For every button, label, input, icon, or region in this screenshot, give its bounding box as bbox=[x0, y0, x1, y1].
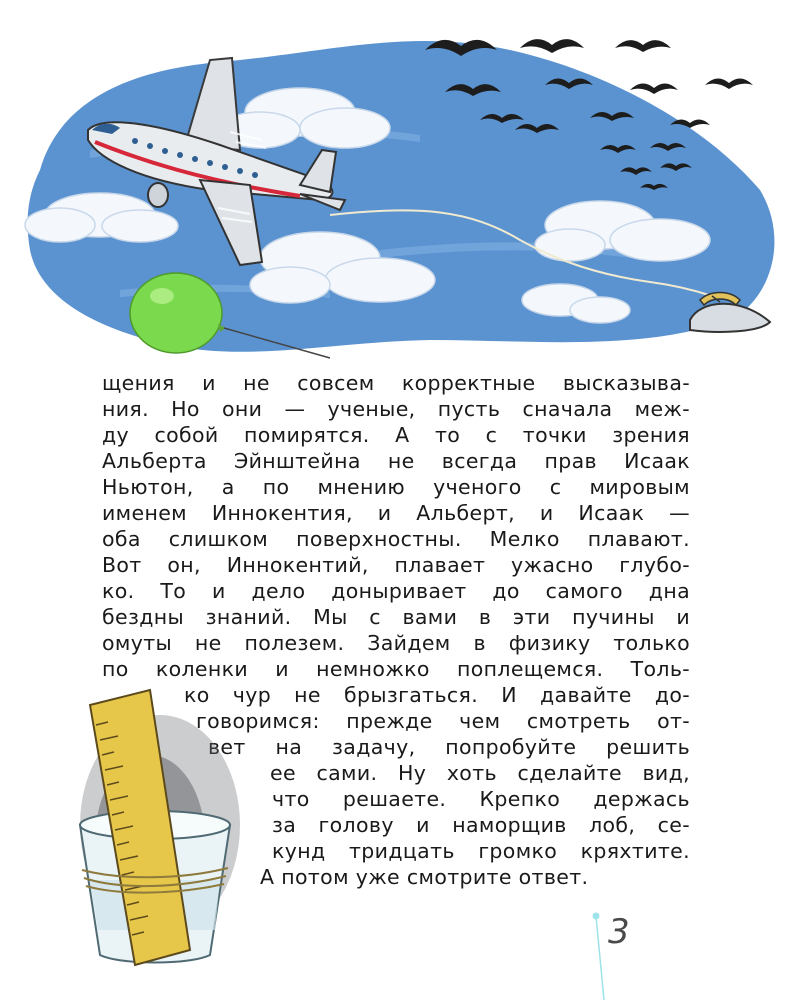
text-line: оба слишком поверхностны. Мелко плавают. bbox=[102, 527, 690, 551]
text-line: Альберта Эйнштейна не всегда прав Исаак bbox=[102, 449, 690, 473]
text-line: Ньютон, а по мнению ученого с мировым bbox=[102, 475, 690, 499]
text-line: кунд тридцать громко кряхтите. bbox=[272, 839, 690, 863]
text-line: ее сами. Ну хоть сделайте вид, bbox=[270, 761, 690, 785]
text-line: ду собой помирятся. А то с точки зрения bbox=[102, 423, 690, 447]
text-line: именем Иннокентия, и Альберт, и Исаак — bbox=[102, 501, 690, 525]
text-line: говоримся: прежде чем смотреть от- bbox=[196, 709, 690, 733]
text-line: по коленки и немножко поплещемся. Толь- bbox=[102, 657, 690, 681]
text-line: ко. То и дело доныривает до самого дна bbox=[102, 579, 690, 603]
text-line: ко чур не брызгаться. И давайте до- bbox=[184, 683, 690, 707]
ruler-glass-illustration bbox=[60, 680, 260, 970]
text-line: за голову и наморщив лоб, се- bbox=[272, 813, 690, 837]
text-line: что решаете. Крепко держась bbox=[272, 787, 690, 811]
sky-illustration bbox=[0, 0, 800, 370]
text-line: бездны знаний. Мы с вами в эти пучины и bbox=[102, 605, 690, 629]
text-line: А потом уже смотрите ответ. bbox=[260, 865, 589, 889]
text-line: Вот он, Иннокентий, плавает ужасно глубо- bbox=[102, 553, 690, 577]
iron bbox=[690, 293, 770, 332]
text-line: омуты не полезем. Зайдем в физику только bbox=[102, 631, 690, 655]
page-number: 3 bbox=[608, 912, 630, 952]
text-line: щения и не совсем корректные высказыва- bbox=[102, 371, 690, 395]
text-line: вет на задачу, попробуйте решить bbox=[208, 735, 690, 759]
text-line: ния. Но они — ученые, пусть сначала меж- bbox=[102, 397, 690, 421]
